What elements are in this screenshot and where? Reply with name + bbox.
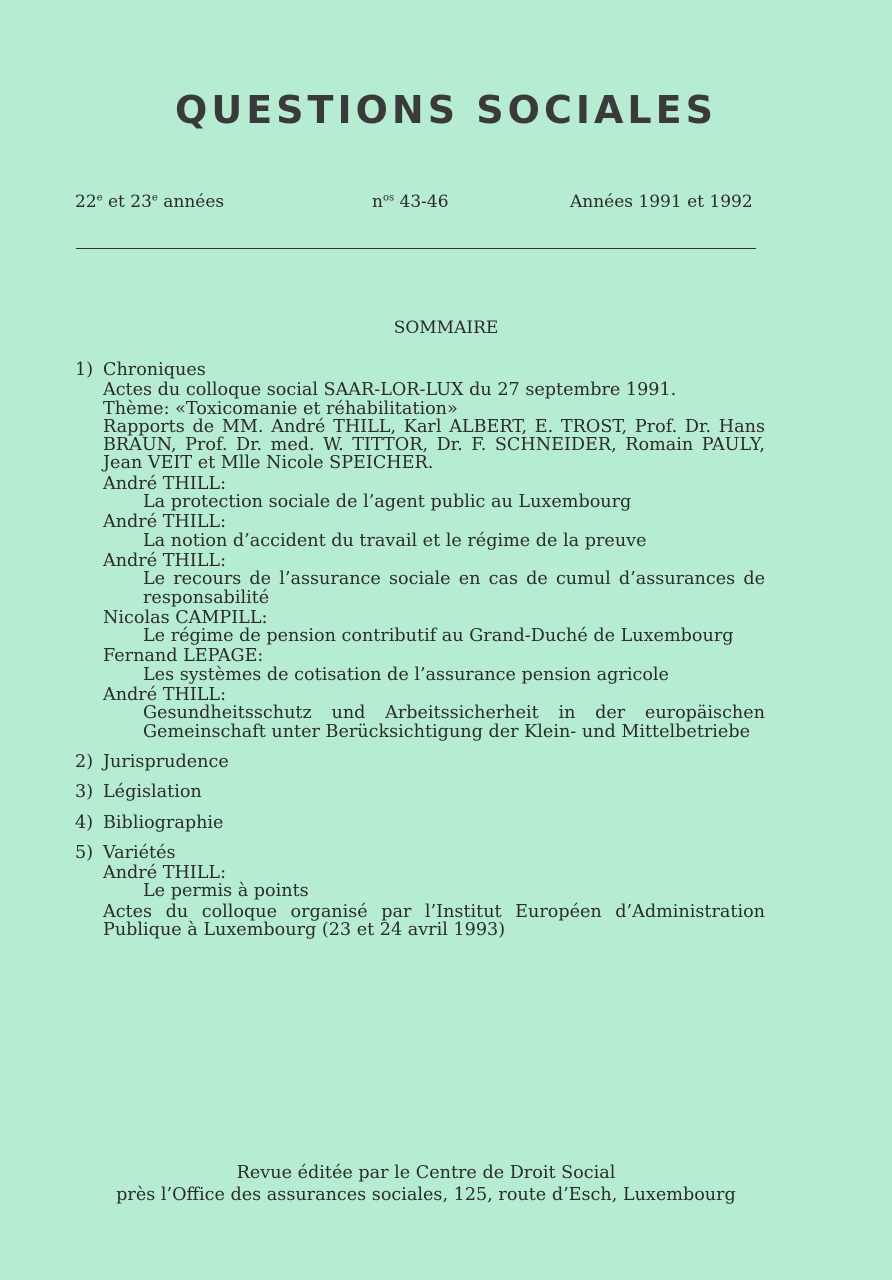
journal-title: QUESTIONS SOCIALES (175, 88, 717, 132)
section-label: Chroniques (103, 360, 206, 380)
entry-title: Le recours de l’assurance sociale en cas de cumul d’assurances de responsabilité (143, 569, 765, 608)
toc-section-legislation (75, 783, 765, 801)
section-number: 1) (75, 360, 94, 380)
entry-title: Les systèmes de cotisation de l’assurance pension agricole (143, 664, 669, 685)
entry-title: Le régime de pension contributif au Grand-Duché de Luxembourg (143, 626, 734, 647)
entry-author: André THILL: (103, 550, 227, 571)
publication-years: Années 1991 et 1992 (570, 192, 753, 212)
header-divider (76, 248, 756, 249)
intro-line: Rapports de MM. André THILL, Karl ALBERT, E. TROST, Prof. Dr. Hans BRAUN, Prof. Dr. med. W. TITTOR, Dr. F. SCHNEIDER, Romain PAULY, Jean VEIT et Mlle Nicole SPEICHER. (103, 416, 765, 474)
section-number: 3) (75, 782, 94, 803)
table-of-contents (75, 361, 765, 951)
issue-years: 22e et 23e années (75, 192, 225, 212)
section-label: Bibliographie (103, 812, 224, 833)
publisher-footer (0, 1162, 852, 1206)
toc-section-jurisprudence (75, 753, 765, 771)
intro-line: Actes du colloque social SAAR-LOR-LUX du 27 septembre 1991. (103, 380, 677, 401)
entry-author: André THILL: (103, 685, 227, 706)
sommaire-heading: SOMMAIRE (393, 318, 499, 338)
entry-author: André THILL: (103, 473, 227, 494)
section-label: Variétés (103, 842, 176, 863)
section-label: Législation (103, 782, 202, 803)
section-number: 2) (75, 751, 94, 772)
issue-numbers: $n^{os}$ 43-46 (372, 192, 449, 212)
toc-section-bibliographie (75, 814, 765, 832)
section-number: 4) (75, 812, 94, 833)
section-label: Jurisprudence (103, 751, 229, 772)
entry-author: André THILL: (103, 512, 227, 533)
entry-author: Nicolas CAMPILL: (103, 607, 268, 628)
entry-title: La protection sociale de l’agent public au Luxembourg (143, 492, 632, 513)
entry-title: Le permis à points (143, 881, 309, 902)
footer-line: près l’Office des assurances sociales, 125, route d’Esch, Luxembourg (116, 1185, 736, 1205)
section-number: 5) (75, 842, 94, 863)
entry-title: La notion d’accident du travail et le régime de la preuve (143, 530, 647, 551)
toc-section-varietes (75, 844, 765, 939)
entry-author: André THILL: (103, 863, 227, 884)
footer-line: Revue éditée par le Centre de Droit Social (236, 1163, 616, 1183)
section-outro: Actes du colloque organisé par l’Institut Européen d’Administration Publique à Luxembourg (23 et 24 avril 1993) (103, 901, 765, 941)
intro-line: Thème: «Toxicomanie et réhabilitation» (103, 398, 458, 419)
toc-section-chroniques (75, 361, 765, 741)
entry-author: Fernand LEPAGE: (103, 646, 264, 667)
entry-title: Gesundheitsschutz und Arbeitssicherheit in der europäischen Gemeinschaft unter Berücksichtigung der Klein- und Mittelbetriebe (143, 703, 765, 742)
